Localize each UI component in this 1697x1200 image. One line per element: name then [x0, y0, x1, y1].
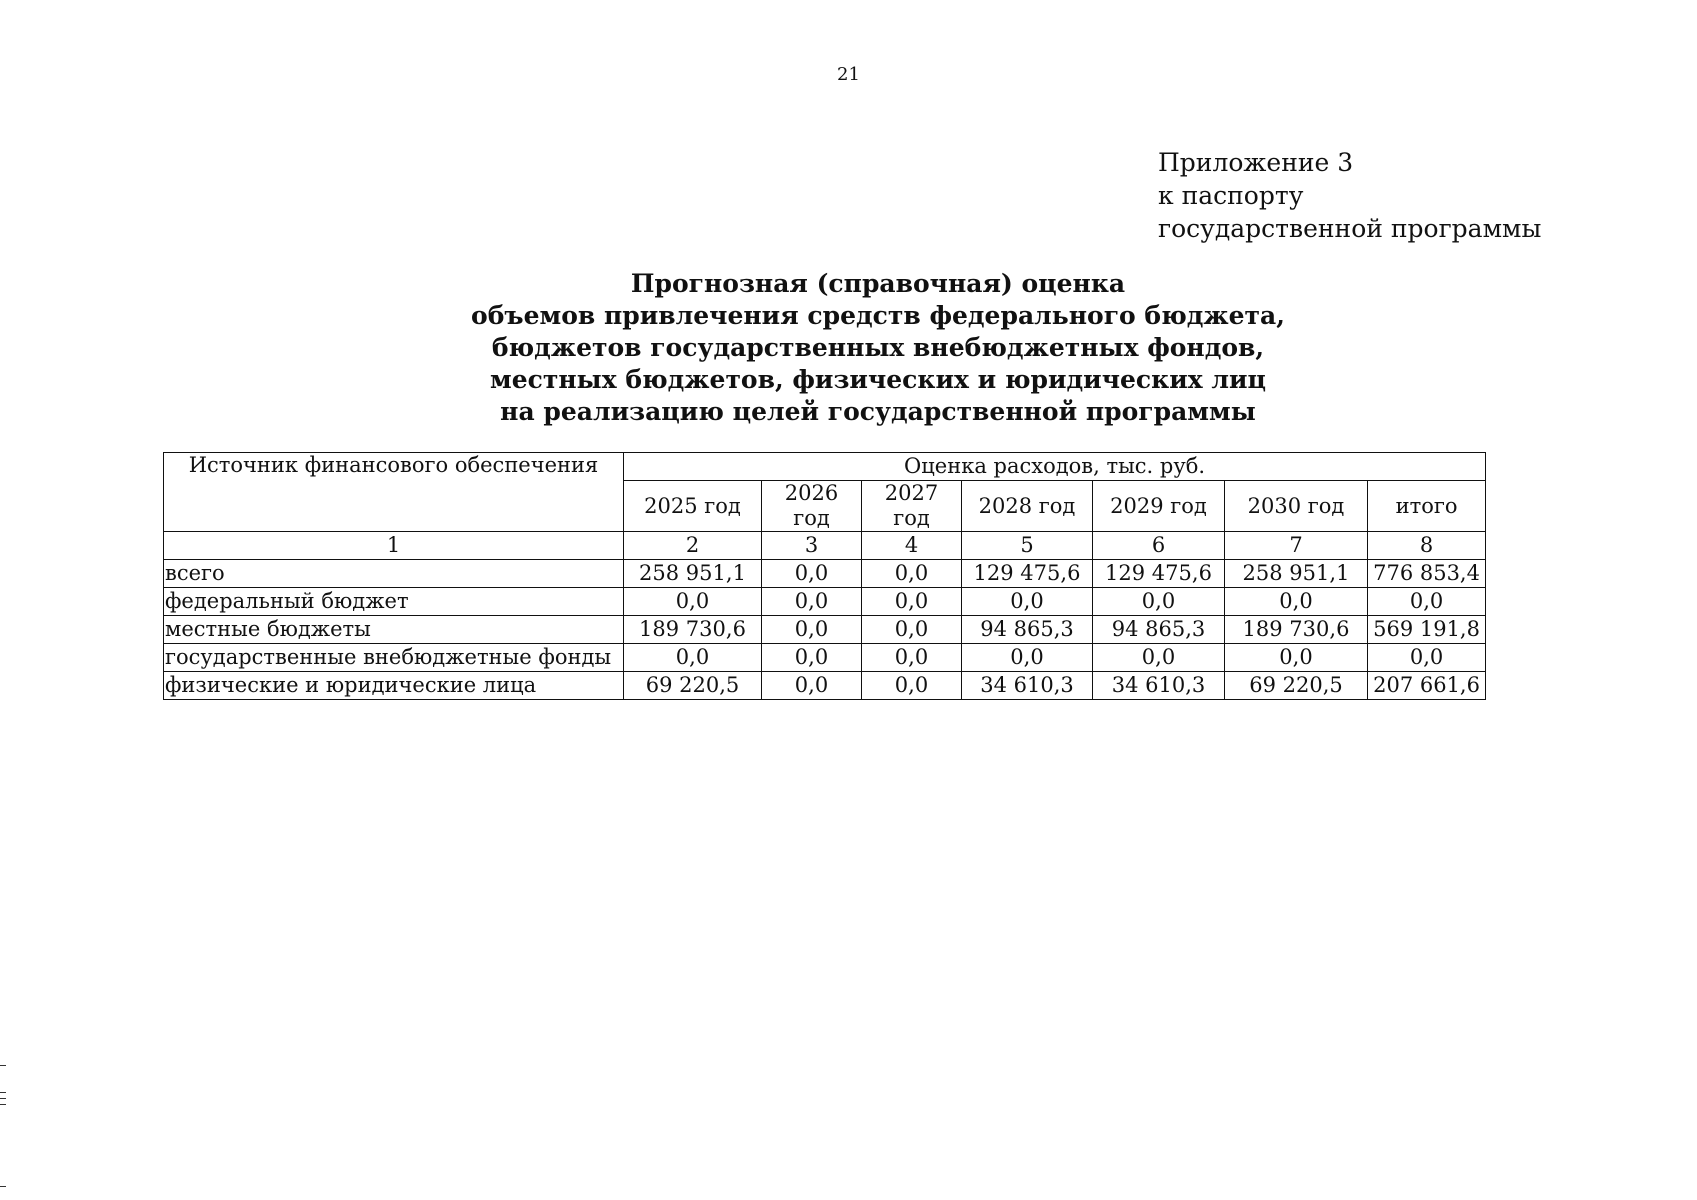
- column-number: 2: [624, 532, 762, 560]
- value-cell: 94 865,3: [962, 616, 1093, 644]
- total-cell: 776 853,4: [1368, 560, 1486, 588]
- document-title: [380, 268, 1376, 428]
- appendix-line: государственной программы: [1158, 214, 1542, 243]
- value-cell: 129 475,6: [1093, 560, 1225, 588]
- total-header: итого: [1368, 481, 1486, 532]
- scan-edge-mark: [0, 1104, 6, 1105]
- value-cell: 0,0: [762, 588, 862, 616]
- table-row: [164, 644, 1486, 672]
- column-number: 3: [762, 532, 862, 560]
- column-number: 1: [164, 532, 624, 560]
- value-cell: 0,0: [1093, 644, 1225, 672]
- value-cell: 0,0: [1093, 588, 1225, 616]
- scan-edge-mark: [0, 1098, 6, 1099]
- value-cell: 258 951,1: [1225, 560, 1368, 588]
- value-cell: 189 730,6: [1225, 616, 1368, 644]
- column-numbers-row: [164, 532, 1486, 560]
- source-cell: физические и юридические лица: [164, 672, 624, 700]
- source-header: Источник финансового обеспечения: [164, 453, 624, 532]
- appendix-line: Приложение 3: [1158, 148, 1354, 177]
- value-cell: 0,0: [762, 644, 862, 672]
- column-number: 7: [1225, 532, 1368, 560]
- title-line: местных бюджетов, физических и юридических лиц: [490, 365, 1266, 394]
- scan-edge-mark: [0, 1065, 6, 1066]
- value-cell: 0,0: [962, 588, 1093, 616]
- value-cell: 258 951,1: [624, 560, 762, 588]
- value-cell: 34 610,3: [962, 672, 1093, 700]
- table-row: [164, 588, 1486, 616]
- value-cell: 0,0: [1225, 588, 1368, 616]
- scan-edge-mark: [0, 1092, 6, 1093]
- value-cell: 0,0: [624, 644, 762, 672]
- total-cell: 0,0: [1368, 588, 1486, 616]
- source-cell: местные бюджеты: [164, 616, 624, 644]
- value-cell: 0,0: [962, 644, 1093, 672]
- total-cell: 207 661,6: [1368, 672, 1486, 700]
- source-cell: государственные внебюджетные фонды: [164, 644, 624, 672]
- value-cell: 0,0: [624, 588, 762, 616]
- column-number: 4: [862, 532, 962, 560]
- value-cell: 0,0: [762, 560, 862, 588]
- column-number: 8: [1368, 532, 1486, 560]
- title-line: объемов привлечения средств федерального бюджета,: [471, 301, 1285, 330]
- scan-edge-mark: [0, 1186, 6, 1187]
- financing-table: [163, 452, 1486, 700]
- value-cell: 0,0: [1225, 644, 1368, 672]
- value-cell: 34 610,3: [1093, 672, 1225, 700]
- column-number: 5: [962, 532, 1093, 560]
- table-row: [164, 560, 1486, 588]
- value-cell: 0,0: [862, 560, 962, 588]
- value-cell: 0,0: [862, 588, 962, 616]
- year-header: 2025 год: [624, 481, 762, 532]
- source-cell: всего: [164, 560, 624, 588]
- total-cell: 0,0: [1368, 644, 1486, 672]
- column-number: 6: [1093, 532, 1225, 560]
- table-row: [164, 616, 1486, 644]
- year-header: 2026 год: [762, 481, 862, 532]
- table-row: [164, 672, 1486, 700]
- year-header: 2029 год: [1093, 481, 1225, 532]
- appendix-note: [1158, 146, 1541, 245]
- value-cell: 0,0: [862, 644, 962, 672]
- value-cell: 0,0: [762, 672, 862, 700]
- value-cell: 69 220,5: [1225, 672, 1368, 700]
- source-cell: федеральный бюджет: [164, 588, 624, 616]
- estimate-header: Оценка расходов, тыс. руб.: [624, 453, 1486, 481]
- value-cell: 129 475,6: [962, 560, 1093, 588]
- page-number: 21: [837, 64, 860, 85]
- appendix-line: к паспорту: [1158, 181, 1304, 210]
- value-cell: 189 730,6: [624, 616, 762, 644]
- value-cell: 0,0: [862, 672, 962, 700]
- value-cell: 94 865,3: [1093, 616, 1225, 644]
- title-line: бюджетов государственных внебюджетных фондов,: [491, 333, 1265, 362]
- value-cell: 0,0: [862, 616, 962, 644]
- year-header: 2027 год: [862, 481, 962, 532]
- title-line: на реализацию целей государственной программы: [500, 397, 1256, 426]
- title-line: Прогнозная (справочная) оценка: [630, 269, 1126, 298]
- value-cell: 69 220,5: [624, 672, 762, 700]
- year-header: 2028 год: [962, 481, 1093, 532]
- value-cell: 0,0: [762, 616, 862, 644]
- total-cell: 569 191,8: [1368, 616, 1486, 644]
- year-header: 2030 год: [1225, 481, 1368, 532]
